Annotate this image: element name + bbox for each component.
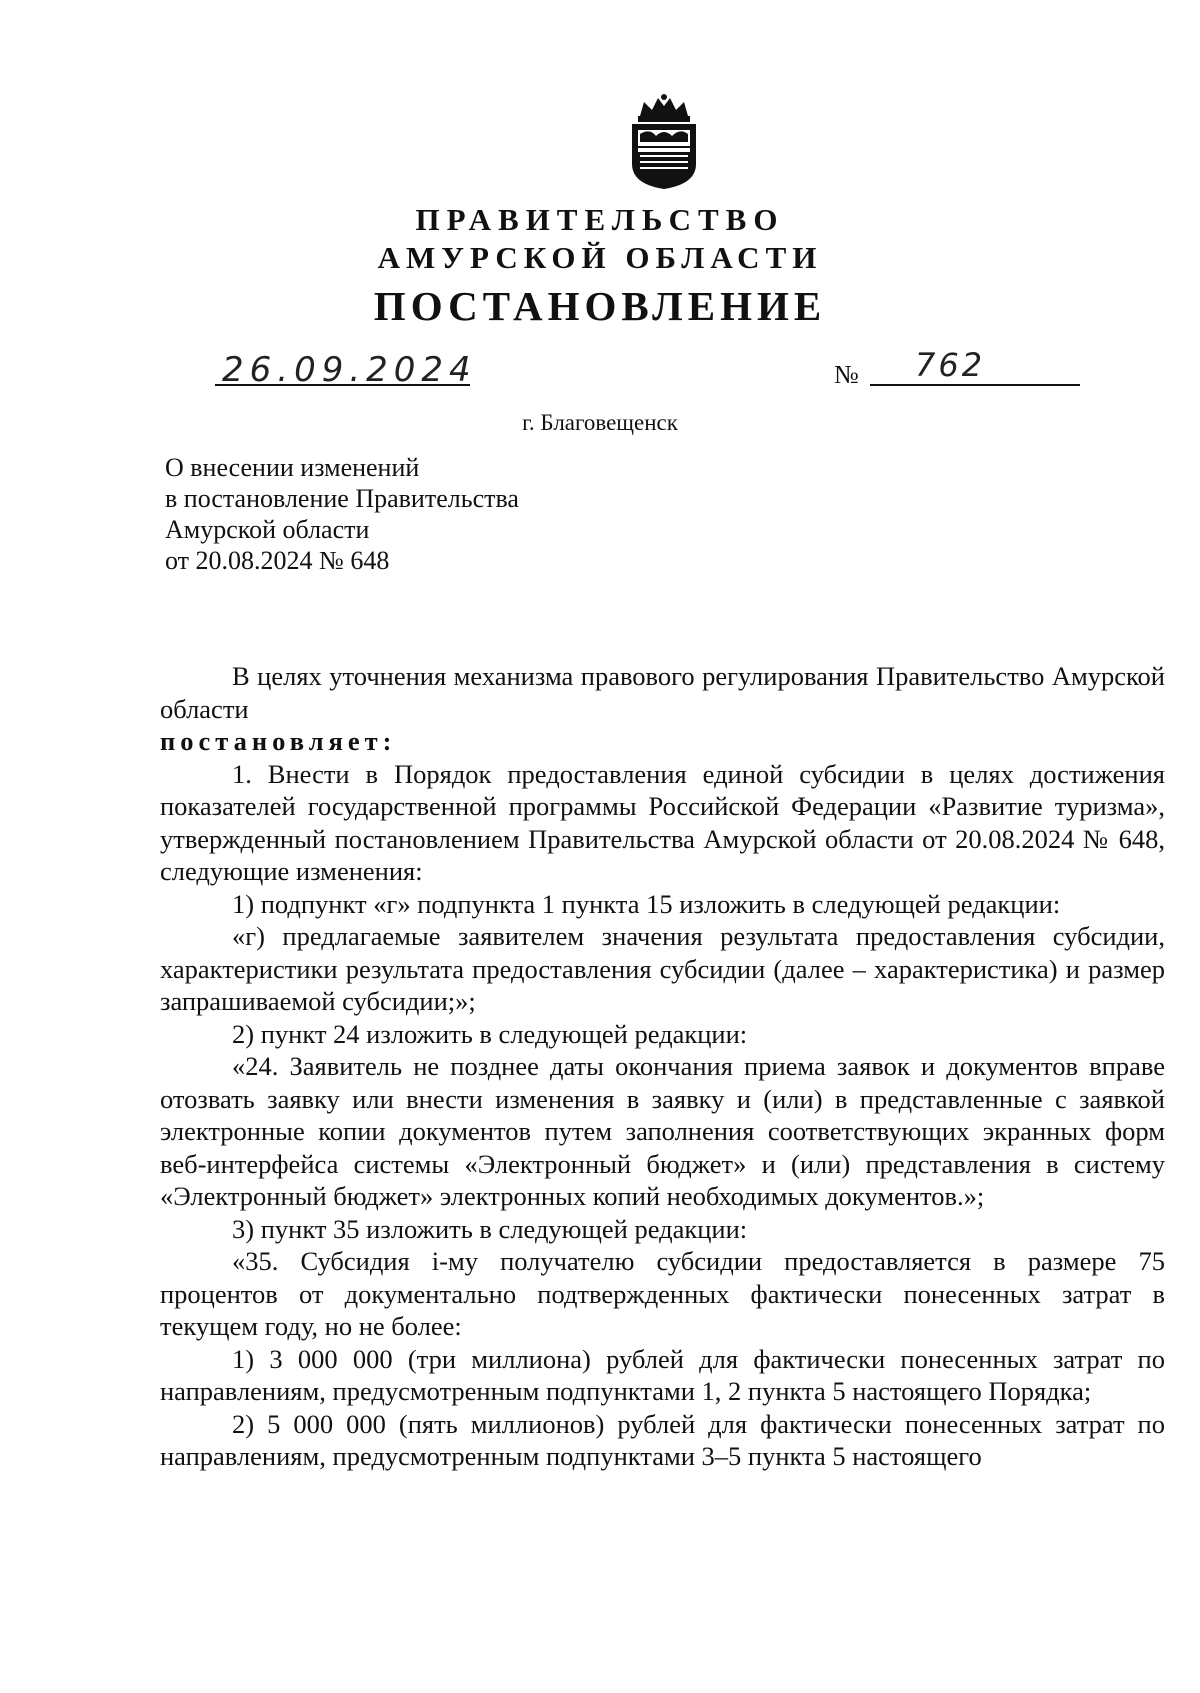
body-paragraph: 1) подпункт «г» подпункта 1 пункта 15 изложить в следующей редакции:	[232, 888, 1061, 919]
body-paragraph: 3) пункт 35 изложить в следующей редакции:	[232, 1213, 748, 1244]
document-type: ПОСТАНОВЛЕНИЕ	[373, 283, 827, 329]
date-underline	[215, 384, 470, 386]
amur-oblast-coat-of-arms-icon	[626, 94, 702, 190]
document-body	[160, 660, 1165, 1473]
organization-name-line1: ПРАВИТЕЛЬСТВО	[415, 202, 785, 237]
document-date: 26.09.2024	[222, 350, 477, 390]
body-paragraph: 1) 3 000 000 (три миллиона) рублей для фактически понесенных затрат по направлениям, предусмотренным подпунктами 1, 2 пункта 5 настоящего Порядка;	[160, 1343, 1165, 1406]
body-paragraph: «г) предлагаемые заявителем значения результата предоставления субсидии, характеристики результата предоставления субсидии (далее – характеристика) и размер запрашиваемой субсидии;»;	[160, 921, 1165, 1016]
document-number: 762	[915, 346, 986, 384]
city: г. Благовещенск	[522, 410, 678, 435]
body-paragraph: 1. Внести в Порядок предоставления единой субсидии в целях достижения показателей государственной программы Российской Федерации «Развитие туризма», утвержденный постановлением Правительства Амурской области от 20.08.2024 № 648, следующие изменения:	[160, 758, 1165, 886]
document-subject	[165, 452, 519, 576]
subject-line: О внесении изменений	[165, 453, 420, 482]
subject-line: в постановление Правительства	[165, 484, 519, 513]
subject-line: от 20.08.2024 № 648	[165, 546, 390, 575]
preamble: В целях уточнения механизма правового регулирования Правительство Амурской области	[160, 661, 1165, 724]
body-paragraph: 2) пункт 24 изложить в следующей редакции:	[232, 1018, 748, 1049]
number-underline	[870, 384, 1080, 386]
body-paragraph: «35. Субсидия i-му получателю субсидии предоставляется в размере 75 процентов от документально подтвержденных фактически понесенных затрат в текущем году, но не более:	[160, 1246, 1165, 1341]
organization-name-line2: АМУРСКОЙ ОБЛАСТИ	[377, 240, 823, 275]
body-paragraph: «24. Заявитель не позднее даты окончания приема заявок и документов вправе отозвать заявку или внести изменения в заявку и (или) в представленные с заявкой электронные копии документов путем заполнения соответствующих экранных форм веб-интерфейса системы «Электронный бюджет» и (или) представления в систему «Электронный бюджет» электронных копий необходимых документов.»;	[160, 1051, 1165, 1211]
subject-line: Амурской области	[165, 515, 370, 544]
decides-keyword: постановляет:	[160, 726, 397, 756]
number-sign: №	[834, 360, 859, 389]
body-paragraph: 2) 5 000 000 (пять миллионов) рублей для фактически понесенных затрат по направлениям, предусмотренным подпунктами 3–5 пункта 5 настоящего	[160, 1408, 1165, 1471]
